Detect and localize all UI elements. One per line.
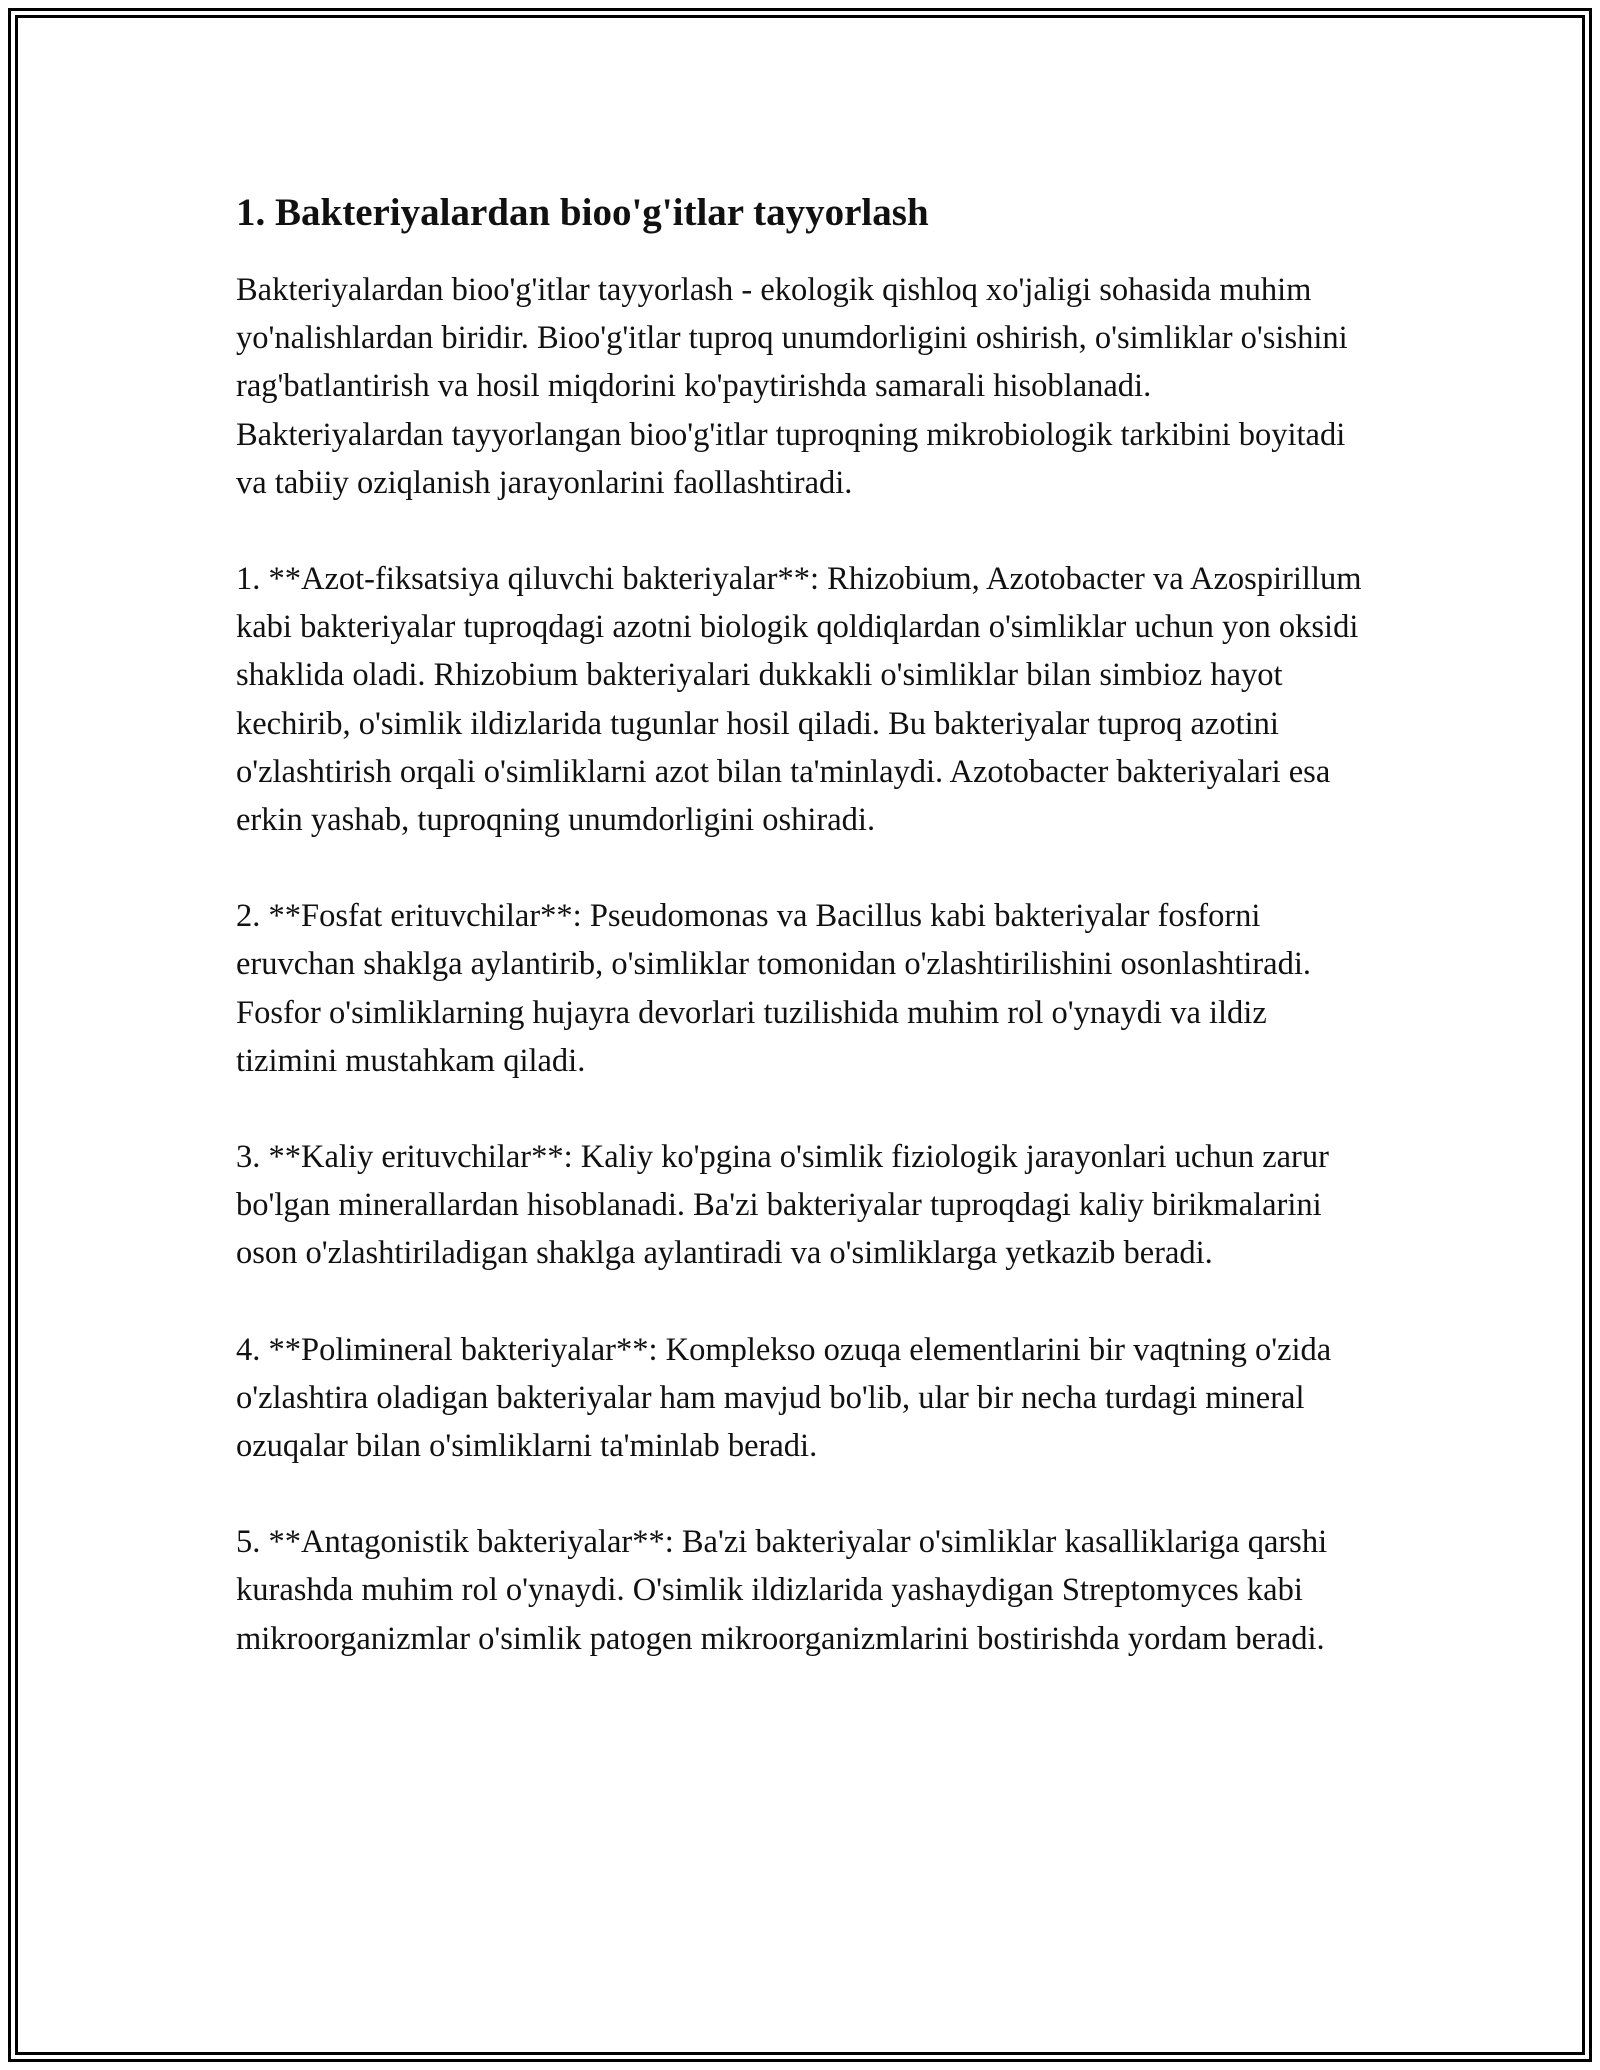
paragraph-nitrogen-fixing-bacteria: 1. **Azot-fiksatsiya qiluvchi bakteriyalar**: Rhizobium, Azotobacter va Azospirillum kabi bakteriyalar tuproqdagi azotni biologik qoldiqlardan o'simliklar uchun yon oksidi shaklida oladi. Rhizobium bakteriyalari dukkakli o'simliklar bilan simbioz hayot kechirib, o'simlik ildizlarida tugunlar hosil qiladi. Bu bakteriyalar tuproq azotini o'zlashtirish orqali o'simliklarni azot bilan ta'minlaydi. Azotobacter bakteriyalari esa erkin yashab, tuproqning unumdorligini oshiradi. bbox=[236, 561, 1362, 839]
paragraph-potassium-solubilizers: 3. **Kaliy erituvchilar**: Kaliy ko'pgina o'simlik fiziologik jarayonlari uchun zarur bo'lgan minerallardan hisoblanadi. Ba'zi bakteriyalar tuproqdagi kaliy birikmalarini oson o'zlashtiriladigan shaklga aylantiradi va o'simliklarga yetkazib beradi. bbox=[236, 1139, 1329, 1272]
document-title: 1. Bakteriyalardan bioo'g'itlar tayyorlash bbox=[236, 191, 929, 234]
paragraph-polymineral-bacteria: 4. **Polimineral bakteriyalar**: Komplekso ozuqa elementlarini bir vaqtning o'zida o'zlashtira oladigan bakteriyalar ham mavjud bo'lib, ular bir necha turdagi mineral ozuqalar bilan o'simliklarni ta'minlab beradi. bbox=[236, 1331, 1332, 1465]
paragraph-phosphate-solubilizers: 2. **Fosfat erituvchilar**: Pseudomonas va Bacillus kabi bakteriyalar fosforni eruvchan shaklga aylantirib, o'simliklar tomonidan o'zlashtirilishini osonlashtiradi. Fosfor o'simliklarning hujayra devorlari tuzilishida muhim rol o'ynaydi va ildiz tizimini mustahkam qiladi. bbox=[236, 898, 1311, 1079]
document-body bbox=[236, 186, 1366, 1711]
intro-paragraph: Bakteriyalardan bioo'g'itlar tayyorlash - ekologik qishloq xo'jaligi sohasida muhim yo'nalishlardan biridir. Bioo'g'itlar tuproq unumdorligini oshirish, o'simliklar o'sishini rag'batlantirish va hosil miqdorini ko'paytirishda samarali hisoblanadi. Bakteriyalardan tayyorlangan bioo'g'itlar tuproqning mikrobiologik tarkibini boyitadi va tabiiy oziqlanish jarayonlarini faollashtiradi. bbox=[236, 272, 1348, 501]
paragraph-antagonistic-bacteria: 5. **Antagonistik bakteriyalar**: Ba'zi bakteriyalar o'simliklar kasalliklariga qarshi kurashda muhim rol o'ynaydi. O'simlik ildizlarida yashaydigan Streptomyces kabi mikroorganizmlar o'simlik patogen mikroorganizmlarini bostirishda yordam beradi. bbox=[236, 1524, 1328, 1657]
